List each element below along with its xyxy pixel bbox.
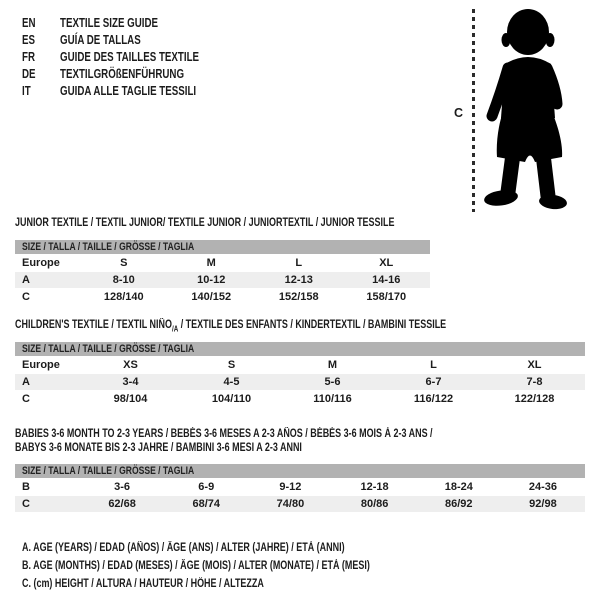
table-cell: XL — [379, 257, 394, 269]
lang-code: EN — [22, 16, 36, 30]
table-cell: 74/80 — [276, 498, 305, 510]
table-cell: 62/68 — [108, 498, 136, 510]
table-cell: 128/140 — [103, 291, 144, 303]
table-cell: S — [227, 359, 236, 371]
childrens-table-title: CHILDREN'S TEXTILE / TEXTIL $NIÑO_{/A}$ / TEXTILE DES ENFANTS / KINDERTEXTIL / BAMBINI TESSILE — [15, 319, 447, 334]
figure-height-label: C — [454, 106, 464, 120]
table-cell: 7-8 — [526, 376, 543, 388]
row-label: Europe — [22, 257, 60, 269]
lang-row-en — [22, 15, 238, 32]
table-cell: 12-18 — [360, 481, 389, 493]
table-row-age — [15, 272, 430, 288]
junior-textile-table — [15, 217, 430, 305]
footnote-age-months: B. AGE (MONTHS) / EDAD (MESES) / ÂGE (MOIS) / ALTER (MONATE) / ETÀ (MESI) — [22, 560, 370, 572]
table-cell: 110/116 — [313, 393, 352, 405]
lang-label: GUIDE DES TAILLES TEXTILE — [60, 50, 200, 64]
table-cell: 6-7 — [425, 376, 442, 388]
lang-row-es — [22, 32, 238, 49]
table-cell: M — [327, 359, 338, 371]
table-cell: 14-16 — [372, 274, 401, 286]
table-cell: XS — [123, 359, 138, 371]
lang-row-fr — [22, 49, 238, 66]
table-cell: XL — [527, 359, 542, 371]
size-header-bar: SIZE / TALLA / TAILLE / GRÖSSE / TAGLIA — [15, 464, 585, 478]
table-cell: 116/122 — [413, 393, 454, 405]
table-cell: L — [295, 257, 303, 269]
table-row-europe — [15, 357, 585, 373]
babies-textile-table — [15, 427, 585, 512]
lang-code: ES — [22, 33, 36, 47]
table-cell: 8-10 — [112, 274, 135, 286]
lang-code: FR — [22, 50, 36, 64]
row-label: A — [22, 376, 30, 388]
row-label: B — [22, 481, 30, 493]
table-cell: S — [120, 257, 128, 269]
row-label: A — [22, 274, 30, 286]
table-row-europe — [15, 255, 430, 271]
footnote-height-cm: C. (cm) HEIGHT / ALTURA / HAUTEUR / HÖHE / ALTEZZA — [22, 578, 264, 590]
height-dashed-line — [472, 9, 475, 212]
lang-code: DE — [22, 67, 36, 81]
table-row-height — [15, 496, 585, 512]
table-cell: L — [430, 359, 437, 371]
table-cell: 158/170 — [366, 291, 407, 303]
toddler-silhouette-icon — [477, 6, 593, 212]
table-row-height — [15, 289, 430, 305]
table-cell: 98/104 — [113, 393, 148, 405]
table-cell: 3-6 — [114, 481, 131, 493]
row-label: Europe — [22, 359, 60, 371]
table-cell: 140/152 — [191, 291, 232, 303]
table-cell: M — [206, 257, 216, 269]
table-cell: 104/110 — [211, 393, 252, 405]
babies-table-title-line2: BABYS 3-6 MONATE BIS 2-3 JAHRE / BAMBINI 3-6 MESI A 2-3 ANNI — [15, 442, 302, 454]
table-cell: 12-13 — [284, 274, 313, 286]
table-cell: 86/92 — [445, 498, 473, 510]
language-list — [22, 15, 238, 100]
table-cell: 152/158 — [278, 291, 319, 303]
table-cell: 10-12 — [197, 274, 226, 286]
lang-label: TEXTILE SIZE GUIDE — [60, 16, 159, 30]
lang-code: IT — [22, 84, 31, 98]
table-cell: 9-12 — [279, 481, 302, 493]
table-cell: 80/86 — [360, 498, 389, 510]
table-row-height — [15, 391, 585, 407]
lang-row-it — [22, 83, 238, 100]
table-cell: 4-5 — [223, 376, 240, 388]
table-cell: 122/128 — [514, 393, 555, 405]
table-row-months — [15, 479, 585, 495]
row-label: C — [22, 498, 30, 510]
table-cell: 18-24 — [444, 481, 473, 493]
lang-label: TEXTILGRÖßENFÜHRUNG — [60, 67, 185, 81]
table-cell: 5-6 — [324, 376, 341, 388]
table-cell: 3-4 — [122, 376, 139, 388]
lang-row-de — [22, 66, 238, 83]
table-cell: 24-36 — [528, 481, 558, 493]
table-cell: 68/74 — [192, 498, 221, 510]
row-label: C — [22, 393, 30, 405]
footnote-age-years: A. AGE (YEARS) / EDAD (AÑOS) / ÂGE (ANS) / ALTER (JAHRE) / ETÀ (ANNI) — [22, 542, 345, 554]
childrens-textile-table — [15, 319, 585, 407]
table-row-age — [15, 374, 585, 390]
row-label: C — [22, 291, 30, 303]
size-header-bar: SIZE / TALLA / TAILLE / GRÖSSE / TAGLIA — [15, 240, 430, 254]
lang-label: GUIDA ALLE TAGLIE TESSILI — [60, 84, 197, 98]
lang-label: GUÍA DE TALLAS — [60, 33, 141, 47]
table-cell: 92/98 — [529, 498, 557, 510]
junior-table-title: JUNIOR TEXTILE / TEXTIL JUNIOR/ TEXTILE JUNIOR / JUNIORTEXTIL / JUNIOR TESSILE — [15, 217, 395, 229]
table-cell: 6-9 — [198, 481, 215, 493]
babies-table-title-line1: BABIES 3-6 MONTH TO 2-3 YEARS / BEBÉS 3-6 MESES A 2-3 AÑOS / BÉBÉS 3-6 MOIS À 2-3 ANS / — [15, 428, 433, 440]
footnotes — [22, 539, 468, 593]
size-header-bar: SIZE / TALLA / TAILLE / GRÖSSE / TAGLIA — [15, 342, 585, 356]
